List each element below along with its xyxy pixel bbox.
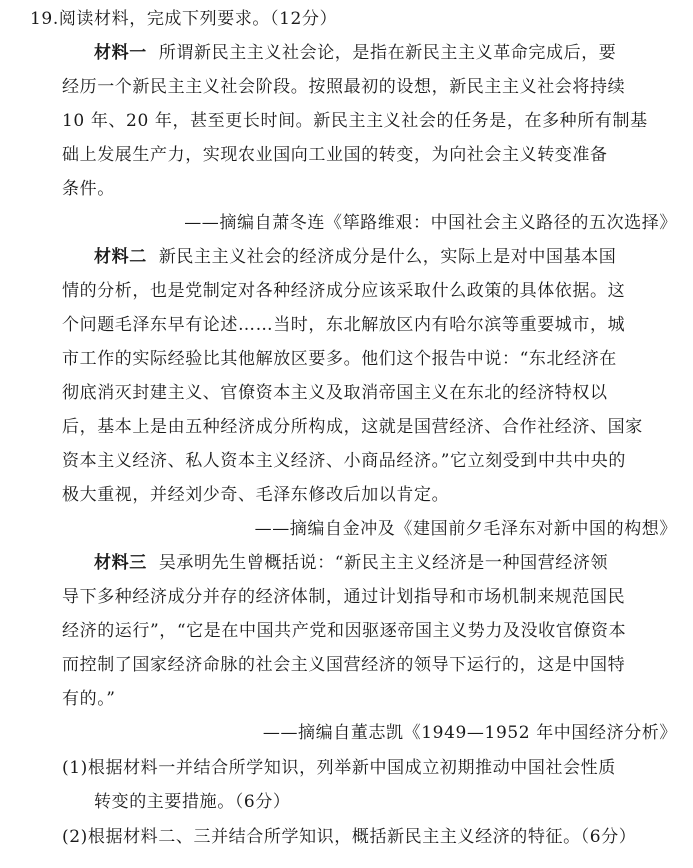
question-title: 19.阅读材料，完成下列要求。（12分） <box>30 9 338 29</box>
material2-text-line: 市工作的实际经验比其他解放区要多。他们这个报告中说：“东北经济在 <box>62 349 617 369</box>
material1-text-line: 础上发展生产力，实现农业国向工业国的转变，为向社会主义转变准备 <box>62 145 608 165</box>
material2-text-line: 情的分析，也是党制定对各种经济成分应该采取什么政策的具体依据。这 <box>62 281 626 301</box>
material3-text-line: 吴承明先生曾概括说：“新民主主义经济是一种国营经济领 <box>158 553 609 573</box>
material3-first-line <box>94 552 608 574</box>
material1-source: ——摘编自萧冬连《筚路维艰：中国社会主义路径的五次选择》 <box>184 213 677 233</box>
material3-text-line: 有的。” <box>62 689 116 709</box>
material2-text-line: 极大重视，并经刘少奇、毛泽东修改后加以肯定。 <box>62 485 450 505</box>
material2-text-line: 资本主义经济、私人资本主义经济、小商品经济。”它立刻受到中共中央的 <box>62 451 626 471</box>
material1-text-line: 经历一个新民主主义社会阶段。按照最初的设想，新民主主义社会将持续 <box>62 77 626 97</box>
material3-text-line: 经济的运行”，“它是在中国共产党和因驱逐帝国主义势力及没收官僚资本 <box>62 621 627 641</box>
material2-text-line: 彻底消灭封建主义、官僚资本主义及取消帝国主义在东北的经济特权以 <box>62 383 608 403</box>
material1-label: 材料一 <box>94 43 147 63</box>
material1-text-line: 所谓新民主主义社会论，是指在新民主主义革命完成后，要 <box>158 43 617 63</box>
material2-source: ——摘编自金冲及《建国前夕毛泽东对新中国的构想》 <box>254 519 677 539</box>
material2-text-line: 新民主主义社会的经济成分是什么，实际上是对中国基本国 <box>158 247 617 267</box>
material2-first-line <box>94 246 616 268</box>
subquestion-2: (2)根据材料二、三并结合所学知识，概括新民主主义经济的特征。（6分） <box>62 827 637 847</box>
material3-text-line: 而控制了国家经济命脉的社会主义国营经济的领导下运行的，这是中国特 <box>62 655 626 675</box>
material2-label: 材料二 <box>94 247 147 267</box>
material1-first-line <box>94 42 616 64</box>
material2-text-line: 后，基本上是由五种经济成分所构成，这就是国营经济、合作社经济、国家 <box>62 417 643 437</box>
subquestion-1: (1)根据材料一并结合所学知识，列举新中国成立初期推动中国社会性质 <box>62 758 616 778</box>
material3-label: 材料三 <box>94 553 147 573</box>
material2-text-line: 个问题毛泽东早有论述……当时，东北解放区内有哈尔滨等重要城市，城 <box>62 315 626 335</box>
material1-text-line: 条件。 <box>62 179 115 199</box>
material3-source: ——摘编自董志凯《1949—1952 年中国经济分析》 <box>262 723 677 743</box>
subquestion-1-continued: 转变的主要措施。（6分） <box>94 792 291 812</box>
material1-text-line: 10 年、20 年，甚至更长时间。新民主主义社会的任务是，在多种所有制基 <box>62 111 648 131</box>
material3-text-line: 导下多种经济成分并存的经济体制，通过计划指导和市场机制来规范国民 <box>62 587 626 607</box>
